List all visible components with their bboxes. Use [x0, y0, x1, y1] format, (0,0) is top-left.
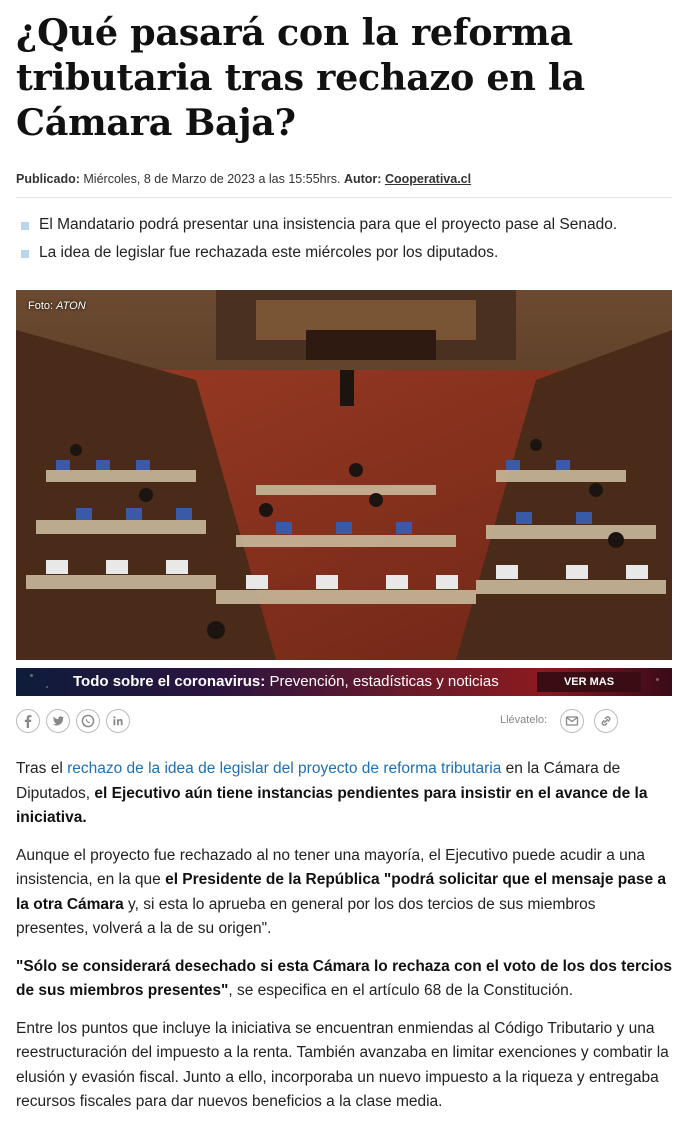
- star-decoration: [46, 686, 48, 688]
- summary-bullet: [16, 214, 617, 242]
- summary-bullet-text: La idea de legislar fue rechazada este miércoles por los diputados.: [39, 244, 499, 261]
- bullet-square-icon: [21, 222, 29, 230]
- paragraph: Tras el rechazo de la idea de legislar del proyecto de reforma tributaria en la Cámara de Diputados, el Ejecutivo aún tiene instancias pendientes para insistir en el avance de la iniciativa.: [16, 760, 648, 826]
- whatsapp-icon[interactable]: [76, 709, 100, 733]
- banner-subtext: Prevención, estadísticas y noticias: [269, 673, 499, 690]
- email-icon[interactable]: [560, 709, 584, 733]
- ver-mas-button[interactable]: VER MAS: [537, 672, 641, 692]
- linkedin-icon[interactable]: [106, 709, 130, 733]
- paragraph: Entre los puntos que incluye la iniciativa se encuentran enmiendas al Código Tributario y una reestructuración del impuesto a la renta. También avanzaba en limitar exenciones y combatir la elusión y evasión fiscal. Junto a ello, incorporaba un nuevo impuesto a la riqueza y entregaba recursos fiscales para dar nuevos beneficios a la clase media.: [16, 1019, 669, 1110]
- chamber-photo-illustration: [16, 290, 672, 660]
- reform-rejection-link[interactable]: rechazo de la idea de legislar del proyecto de reforma tributaria: [67, 760, 502, 777]
- author-link[interactable]: Cooperativa.cl: [384, 172, 472, 186]
- paragraph: Aunque el proyecto fue rechazado al no tener una mayoría, el Ejecutivo puede acudir a una insistencia, en la que el Presidente de la República "podrá solicitar que el mensaje pase a la otra Cámara y, si esta lo aprueba en general por los dos tercios de sus miembros presentes, volverá a la de su origen".: [16, 846, 667, 937]
- published-date: Miércoles, 8 de Marzo de 2023 a las 15:55hrs.: [83, 172, 341, 186]
- article-meta: [16, 172, 672, 186]
- article-body: [16, 757, 672, 1128]
- article-photo[interactable]: [16, 290, 672, 660]
- divider: [16, 197, 672, 198]
- share-bar: [16, 708, 672, 736]
- summary-bullets: [16, 214, 617, 270]
- twitter-icon[interactable]: [46, 709, 70, 733]
- star-decoration: [30, 674, 33, 677]
- facebook-icon[interactable]: [16, 709, 40, 733]
- paragraph: "Sólo se considerará desechado si esta Cámara lo rechaza con el voto de los dos tercios de sus miembros presentes", se especifica en el artículo 68 de la Constitución.: [16, 957, 673, 999]
- coronavirus-banner[interactable]: [16, 668, 672, 696]
- page-title: ¿Qué pasará con la reforma tributaria tras rechazo en la Cámara Baja?: [16, 11, 585, 144]
- author-label: Autor:: [343, 172, 382, 186]
- article: [16, 0, 673, 1110]
- star-decoration: [656, 678, 659, 681]
- photo-credit: Foto: ATON: [28, 300, 86, 312]
- take-it-label: Llévatelo:: [500, 714, 548, 726]
- summary-bullet: [16, 242, 617, 270]
- bullet-square-icon: [21, 250, 29, 258]
- link-icon[interactable]: [594, 709, 618, 733]
- banner-text: [73, 673, 499, 690]
- banner-bold-text: Todo sobre el coronavirus:: [73, 673, 266, 690]
- published-label: Publicado:: [16, 172, 80, 186]
- summary-bullet-text: El Mandatario podrá presentar una insistencia para que el proyecto pase al Senado.: [39, 216, 618, 233]
